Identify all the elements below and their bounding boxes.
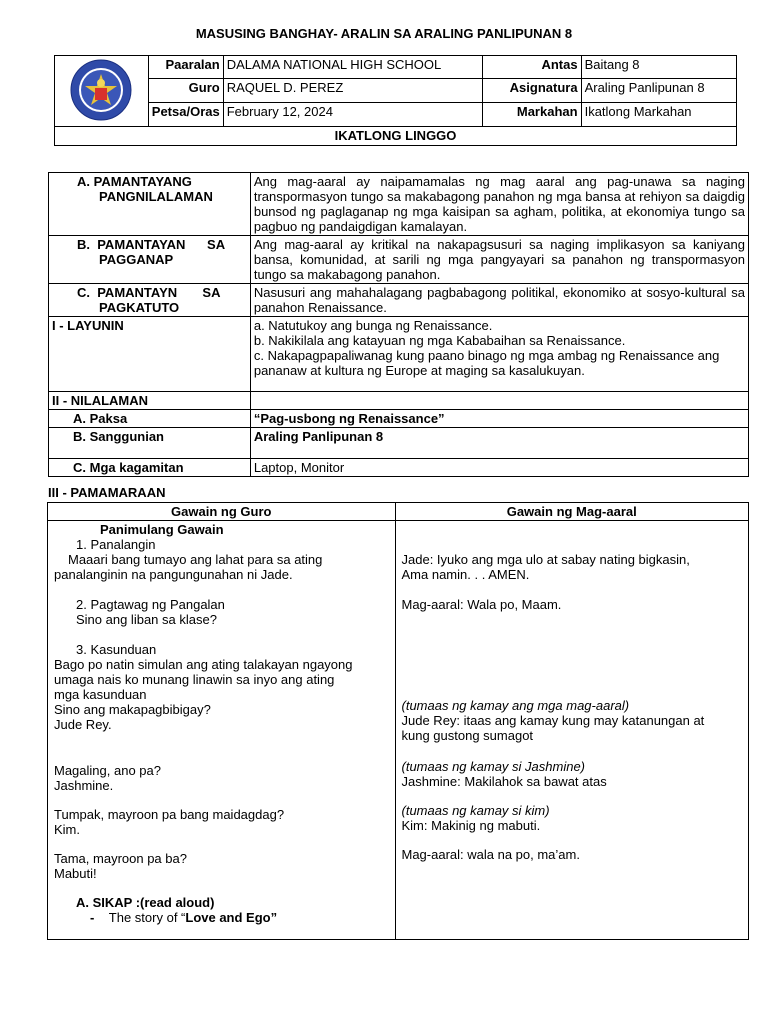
deped-seal — [55, 56, 149, 127]
sanggunian-label: B. Sanggunian — [49, 428, 251, 459]
asignatura-value: Araling Panlipunan 8 — [581, 79, 736, 103]
pamantayan-sa-pagkatuto-text: Nasusuri ang mahahalagang pagbabagong politikal, ekonomiko at sosyo-kultural sa panahon Renaissance. — [250, 284, 748, 317]
pamamaraan-table — [47, 502, 749, 940]
col-header-guro: Gawain ng Guro — [48, 503, 396, 521]
markahan-value: Ikatlong Markahan — [581, 103, 736, 127]
layunin-label: I - LAYUNIN — [49, 317, 251, 392]
antas-label: Antas — [483, 56, 582, 79]
nilalaman-label: II - NILALAMAN — [49, 392, 251, 410]
markahan-label: Markahan — [483, 103, 582, 127]
pamamaraan-heading: III - PAMAMARAAN — [48, 485, 166, 500]
layunin-list — [250, 317, 748, 392]
pamantayang-pangnilalaman-label: A. PAMANTAYANG PANGNILALAMAN — [49, 173, 251, 236]
layunin-b: b. Nakikilala ang katayuan ng mga Kababaihan sa Renaissance. — [253, 333, 626, 348]
pamantayan-sa-pagganap-text: Ang mag-aaral ay kritikal na nakapagsusuri sa naging implikasyon sa kaniyang bansa, komunidad, at sarili ng mga pangyayari sa panahon ng transpormasyon tungo sa makabagong panahon. — [250, 236, 748, 284]
magaaral-activities: Jade: Iyuko ang mga ulo at sabay nating bigkasin, Ama namin. . . AMEN. Mag-aaral: Wala po, Maam. (tumaas ng kamay ang mga mag-aaral) Jude Rey: itaas ang kamay kung may katanungan at kung gustong sumagot (tumaas ng kamay si Jashmine) Jashmine: Makilahok sa bawat atas (tumaas ng kamay si kim) Kim: Makinig ng mabuti. Mag-aaral: wala na po, ma’am. — [395, 521, 749, 940]
col-header-magaaral: Gawain ng Mag-aaral — [395, 503, 749, 521]
layunin-a: a. Natutukoy ang bunga ng Renaissance. — [253, 318, 493, 333]
school-info-table — [54, 55, 737, 146]
asignatura-label: Asignatura — [483, 79, 582, 103]
pamantayang-pangnilalaman-text: Ang mag-aaral ay naipamamalas ng mag aaral ang pag-unawa sa naging transpormasyon tungo sa makabagong panahon ng mga bansa at rehiyon sa daigdig bunsod ng paglaganap ng mga kaisipan sa agham, politika, at ekonomiya tungo sa pagbuo ng pandaigdigan kamalayan. — [250, 173, 748, 236]
paksa-value: “Pag-usbong ng Renaissance” — [250, 410, 748, 428]
lesson-standards-table — [48, 172, 749, 477]
paksa-label: A. Paksa — [49, 410, 251, 428]
antas-value: Baitang 8 — [581, 56, 736, 79]
kagamitan-label: C. Mga kagamitan — [49, 459, 251, 477]
pamantayan-sa-pagganap-label: B. PAMANTAYAN SA PAGGANAP — [49, 236, 251, 284]
kagamitan-value: Laptop, Monitor — [250, 459, 748, 477]
pamantayan-sa-pagkatuto-label: C. PAMANTAYN SA PAGKATUTO — [49, 284, 251, 317]
nilalaman-empty — [250, 392, 748, 410]
linggo-heading: IKATLONG LINGGO — [55, 127, 737, 146]
paaralan-label: Paaralan — [148, 56, 223, 79]
sanggunian-value: Araling Panlipunan 8 — [250, 428, 748, 459]
guro-activities: Panimulang Gawain 1. Panalangin Maaari bang tumayo ang lahat para sa ating panalanginin na pangungunahan ni Jade. 2. Pagtawag ng Pangalan Sino ang liban sa klase? 3. Kasunduan Bago po natin simulan ang ating talakayan ngayong umaga nais ko munang linawin sa inyo ang ating mga kasunduan Sino ang makapagbibigay? Jude Rey. Magaling, ano pa? Jashmine. Tumpak, mayroon pa bang maidagdag? Kim. Tama, mayroon pa ba? Mabuti! A. SIKAP :(read aloud) - The story of “Love and Ego” — [48, 521, 396, 940]
document-title: MASUSING BANGHAY- ARALIN SA ARALING PANLIPUNAN 8 — [195, 26, 573, 41]
petsa-label: Petsa/Oras — [148, 103, 223, 127]
guro-value: RAQUEL D. PEREZ — [223, 79, 482, 103]
paaralan-value: DALAMA NATIONAL HIGH SCHOOL — [223, 56, 482, 79]
petsa-value: February 12, 2024 — [223, 103, 482, 127]
guro-label: Guro — [148, 79, 223, 103]
layunin-c: c. Nakapagpapaliwanag kung paano binago ng mga ambag ng Renaissance ang pananaw at kultura ng Europe at maging sa kasalukuyan. — [253, 348, 720, 378]
deped-seal-icon — [60, 58, 142, 122]
